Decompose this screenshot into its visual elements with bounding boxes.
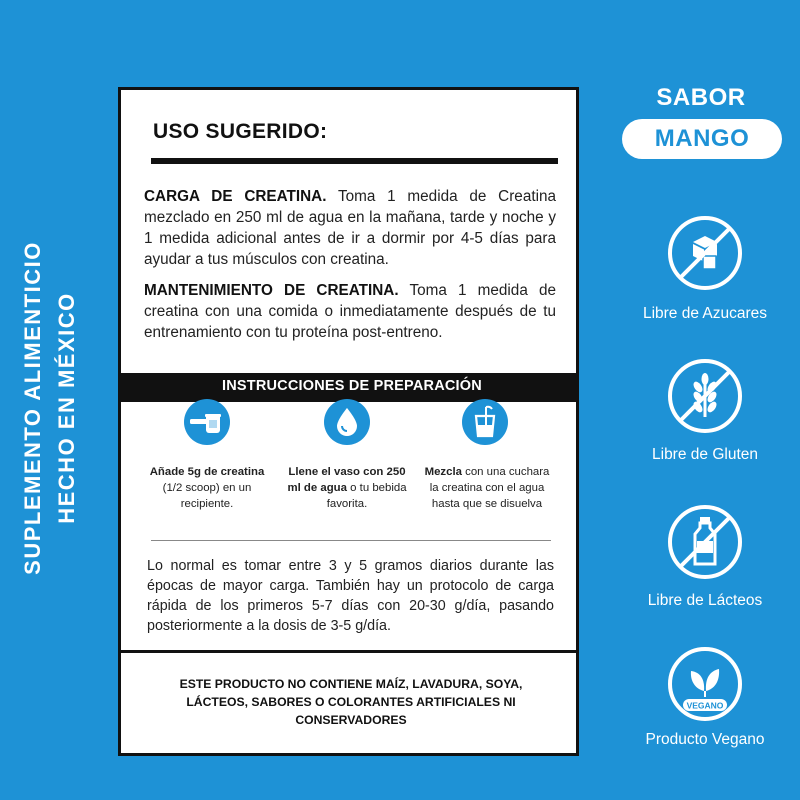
instrucciones-header <box>118 373 579 402</box>
scoop-icon <box>184 399 230 445</box>
step-1-detail: (1/2 scoop) en un recipiente. <box>162 482 252 510</box>
feature-label-dairy: Libre de Lácteos <box>647 592 763 609</box>
feature-label-gluten: Libre de Gluten <box>652 446 758 463</box>
vegan-leaf-icon <box>666 645 744 723</box>
step-2-detail: o tu bebida favorita. <box>326 482 407 510</box>
side-text <box>16 241 84 575</box>
feature-label-vegan: Producto Vegano <box>645 731 765 748</box>
aviso-divider <box>118 650 579 653</box>
side-line-1: SUPLEMENTO ALIMENTICIO <box>20 241 45 575</box>
mantenimiento-title: MANTENIMIENTO DE CREATINA. <box>144 282 399 299</box>
instructions-panel <box>118 87 579 756</box>
no-sugar-icon <box>666 214 744 292</box>
nota-paragraph: Lo normal es tomar entre 3 y 5 gramos diarios durante las épocas de mayor carga. También hay un protocolo de carga rápida de los primeros 5-7 días con 20-30 g/día, pasando posteriormente a la dosis de 3-5 g/día. <box>147 558 554 634</box>
step-1-bold: Añade 5g de creatina <box>149 466 265 478</box>
carga-title: CARGA DE CREATINA. <box>144 188 327 205</box>
mantenimiento-paragraph <box>144 280 556 343</box>
side-vertical-label <box>0 0 100 800</box>
carga-paragraph <box>144 186 556 270</box>
sabor-label: SABOR <box>656 84 746 111</box>
step-3-detail: con una cuchara la creatina con el agua hasta que se disuelva <box>429 466 550 510</box>
sabor-value: MANGO <box>654 125 750 152</box>
no-gluten-icon <box>666 357 744 435</box>
water-drop-icon <box>324 399 370 445</box>
step-1-text <box>141 464 273 512</box>
vegano-badge-text: VEGANO <box>686 700 724 711</box>
aviso-text: ESTE PRODUCTO NO CONTIENE MAÍZ, LAVADURA, SOYA, LÁCTEOS, SABORES O COLORANTES ARTIFICIALES NI CONSERVADORES <box>179 677 523 727</box>
step-2-bold: Llene el vaso con 250 ml de agua <box>287 466 406 494</box>
carga-text: Toma 1 medida de Creatina mezclado en 250 ml de agua en la mañana, tarde y noche y 1 medida adicional antes de ir a dormir por 4-5 días para ayudar a tus músculos con creatina. <box>144 188 556 268</box>
title-divider <box>151 158 558 164</box>
step-3-bold: Mezcla <box>424 466 462 478</box>
uso-sugerido-title: USO SUGERIDO: <box>153 120 328 143</box>
feature-label-sugar: Libre de Azucares <box>642 305 768 322</box>
instrucciones-title: INSTRUCCIONES DE PREPARACIÓN <box>222 378 482 394</box>
step-2-text <box>281 464 413 512</box>
mantenimiento-text: Toma 1 medida de creatina con una comida o inmediatamente después de tu entrenamiento con tu proteína post-entreno. <box>144 282 556 341</box>
no-dairy-icon <box>666 503 744 581</box>
step-3-text <box>421 464 553 512</box>
sabor-pill <box>622 119 782 159</box>
side-line-2: HECHO EN MÉXICO <box>54 292 79 524</box>
shaker-cup-icon <box>462 399 508 445</box>
steps-divider <box>151 540 551 541</box>
